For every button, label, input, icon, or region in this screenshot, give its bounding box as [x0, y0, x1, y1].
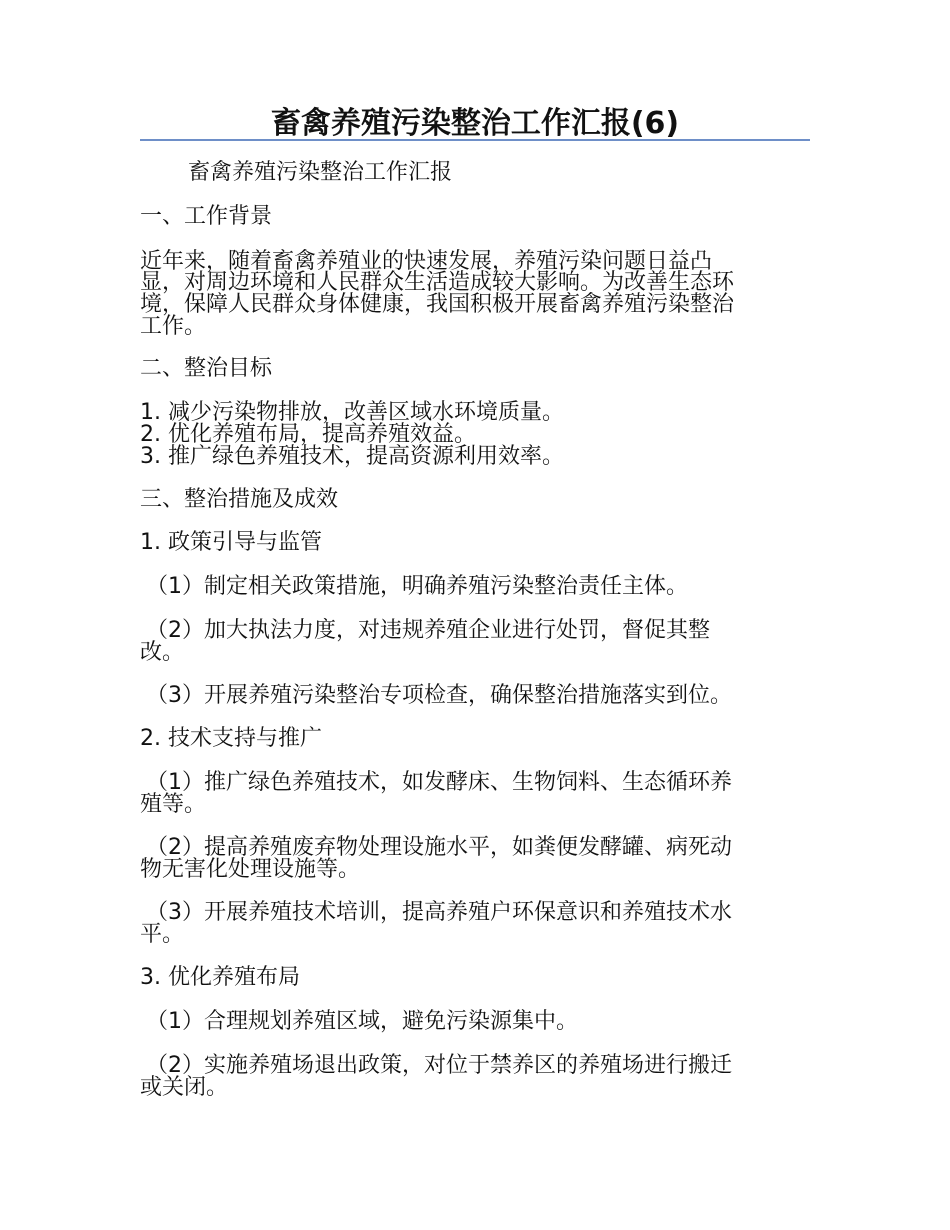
document-subtitle: 畜禽养殖污染整治工作汇报 — [188, 160, 453, 185]
measure-item-continuation: 或关闭。 — [140, 1075, 229, 1100]
goal-item: 2. 优化养殖布局，提高养殖效益。 — [140, 422, 476, 447]
measure-item: （1）合理规划养殖区域，避免污染源集中。 — [146, 1009, 578, 1034]
paragraph-line: 境，保障人民群众身体健康，我国积极开展畜禽养殖污染整治 — [140, 292, 735, 317]
paragraph-line: 近年来，随着畜禽养殖业的快速发展，养殖污染问题日益凸 — [140, 249, 713, 274]
measure-heading: 1. 政策引导与监管 — [140, 530, 322, 555]
paragraph-line: 工作。 — [140, 314, 207, 339]
measure-item: （1）推广绿色养殖技术，如发酵床、生物饲料、生态循环养 — [146, 770, 732, 795]
measure-item: （2）实施养殖场退出政策，对位于禁养区的养殖场进行搬迁 — [146, 1053, 732, 1078]
measure-heading: 3. 优化养殖布局 — [140, 965, 300, 990]
measure-item: （2）加大执法力度，对违规养殖企业进行处罚，督促其整 — [146, 618, 710, 643]
measure-item-continuation: 平。 — [140, 922, 185, 947]
section-heading-measures: 三、整治措施及成效 — [140, 487, 339, 512]
section-heading-background: 一、工作背景 — [140, 204, 273, 229]
title-underline — [140, 139, 810, 141]
goal-item: 1. 减少污染物排放，改善区域水环境质量。 — [140, 400, 564, 425]
measure-item: （1）制定相关政策措施，明确养殖污染整治责任主体。 — [146, 574, 688, 599]
document-title: 畜禽养殖污染整治工作汇报(6) — [270, 106, 680, 141]
goal-item: 3. 推广绿色养殖技术，提高资源利用效率。 — [140, 444, 564, 469]
measure-item: （3）开展养殖技术培训，提高养殖户环保意识和养殖技术水 — [146, 900, 732, 925]
measure-heading: 2. 技术支持与推广 — [140, 726, 322, 751]
measure-item: （3）开展养殖污染整治专项检查，确保整治措施落实到位。 — [146, 683, 732, 708]
measure-item-continuation: 改。 — [140, 640, 185, 665]
measure-item-continuation: 物无害化处理设施等。 — [140, 857, 361, 882]
measure-item-continuation: 殖等。 — [140, 792, 207, 817]
measure-item: （2）提高养殖废弃物处理设施水平，如粪便发酵罐、病死动 — [146, 835, 732, 860]
paragraph-line: 显，对周边环境和人民群众生活造成较大影响。为改善生态环 — [140, 270, 735, 295]
section-heading-goals: 二、整治目标 — [140, 356, 273, 381]
